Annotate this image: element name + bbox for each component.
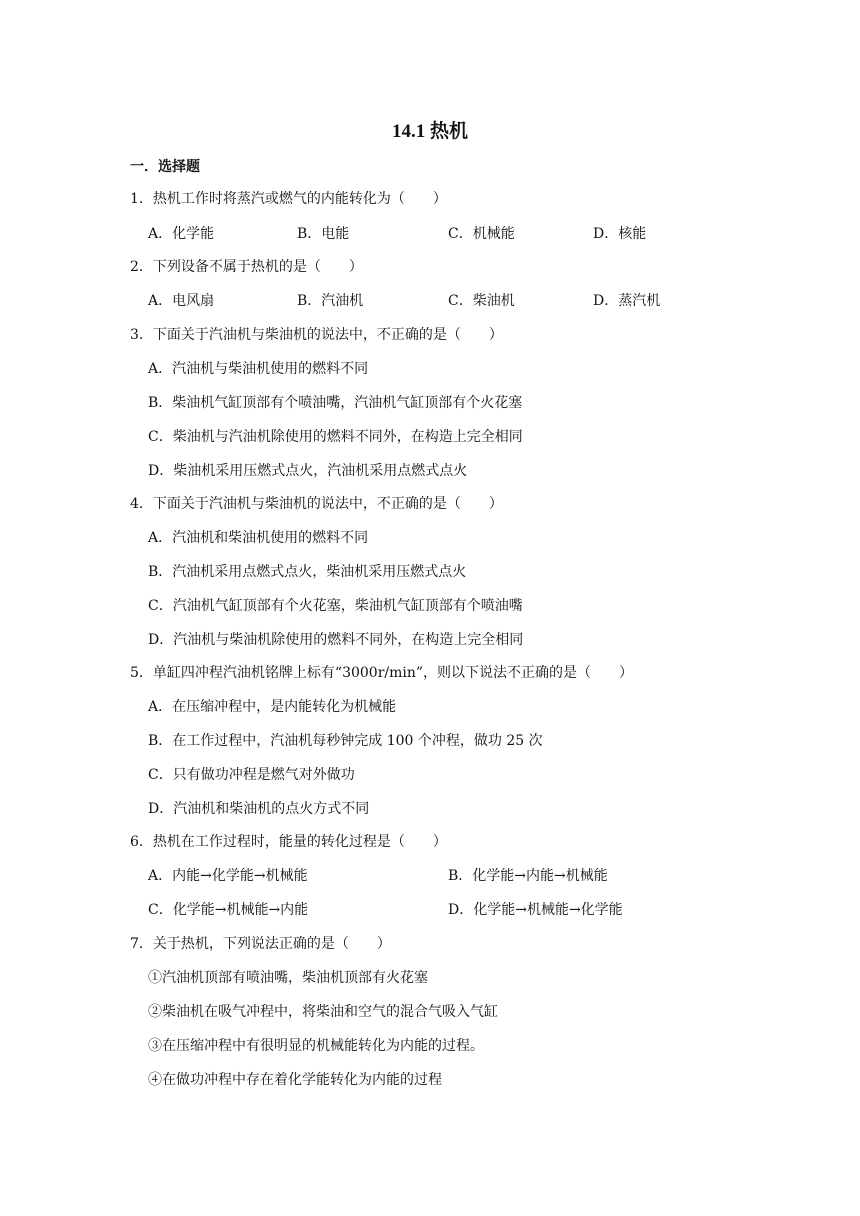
question-4-option-c: C．汽油机气缸顶部有个火花塞，柴油机气缸顶部有个喷油嘴 (148, 598, 523, 614)
question-2-stem: 2．下列设备不属于热机的是（ ） (130, 259, 363, 275)
section-heading: 一．选择题 (130, 159, 200, 175)
question-1-option-d: D．核能 (593, 226, 647, 242)
question-5-option-d: D．汽油机和柴油机的点火方式不同 (148, 801, 370, 817)
question-2-option-c: C．柴油机 (448, 293, 515, 309)
question-1-stem: 1．热机工作时将蒸汽或燃气的内能转化为（ ） (130, 191, 447, 207)
question-3-stem: 3．下面关于汽油机与柴油机的说法中，不正确的是（ ） (130, 327, 503, 343)
page-title: 14.1 热机 (391, 121, 468, 142)
question-7-statement-2: ②柴油机在吸气冲程中，将柴油和空气的混合气吸入气缸 (148, 1004, 498, 1020)
question-7-statement-1: ①汽油机顶部有喷油嘴，柴油机顶部有火花塞 (148, 970, 428, 986)
question-4-option-d: D．汽油机与柴油机除使用的燃料不同外，在构造上完全相同 (148, 632, 524, 648)
question-1-option-c: C．机械能 (448, 226, 515, 242)
question-7-statement-3: ③在压缩冲程中有很明显的机械能转化为内能的过程。 (148, 1038, 484, 1054)
question-3-option-b: B．柴油机气缸顶部有个喷油嘴，汽油机气缸顶部有个火花塞 (148, 395, 523, 411)
question-3-option-a: A．汽油机与柴油机使用的燃料不同 (148, 361, 369, 377)
question-3-option-c: C．柴油机与汽油机除使用的燃料不同外，在构造上完全相同 (148, 429, 523, 445)
question-5-option-c: C．只有做功冲程是燃气对外做功 (148, 767, 355, 783)
question-7-stem: 7．关于热机，下列说法正确的是（ ） (130, 936, 391, 952)
question-1-option-b: B．电能 (297, 226, 350, 242)
question-6-option-c: C．化学能→机械能→内能 (148, 902, 309, 918)
question-4-option-a: A．汽油机和柴油机使用的燃料不同 (148, 530, 369, 546)
question-5-stem: 5．单缸四冲程汽油机铭牌上标有“3000r/min”，则以下说法不正确的是（ ） (130, 665, 634, 681)
question-4-stem: 4．下面关于汽油机与柴油机的说法中，不正确的是（ ） (130, 496, 503, 512)
question-5-option-b: B．在工作过程中，汽油机每秒钟完成 100 个冲程，做功 25 次 (148, 733, 543, 749)
question-7-statement-4: ④在做功冲程中存在着化学能转化为内能的过程 (148, 1072, 442, 1088)
question-2-option-b: B．汽油机 (297, 293, 364, 309)
question-1-option-a: A．化学能 (148, 226, 215, 242)
question-5-option-a: A．在压缩冲程中，是内能转化为机械能 (148, 699, 397, 715)
question-6-option-a: A．内能→化学能→机械能 (148, 868, 308, 884)
question-2-option-a: A．电风扇 (148, 293, 215, 309)
question-3-option-d: D．柴油机采用压燃式点火，汽油机采用点燃式点火 (148, 463, 468, 479)
question-6-option-b: B．化学能→内能→机械能 (448, 868, 608, 884)
question-2-option-d: D．蒸汽机 (593, 293, 661, 309)
question-4-option-b: B．汽油机采用点燃式点火，柴油机采用压燃式点火 (148, 564, 467, 580)
question-6-stem: 6．热机在工作过程时，能量的转化过程是（ ） (130, 834, 447, 850)
question-6-option-d: D．化学能→机械能→化学能 (448, 902, 623, 918)
